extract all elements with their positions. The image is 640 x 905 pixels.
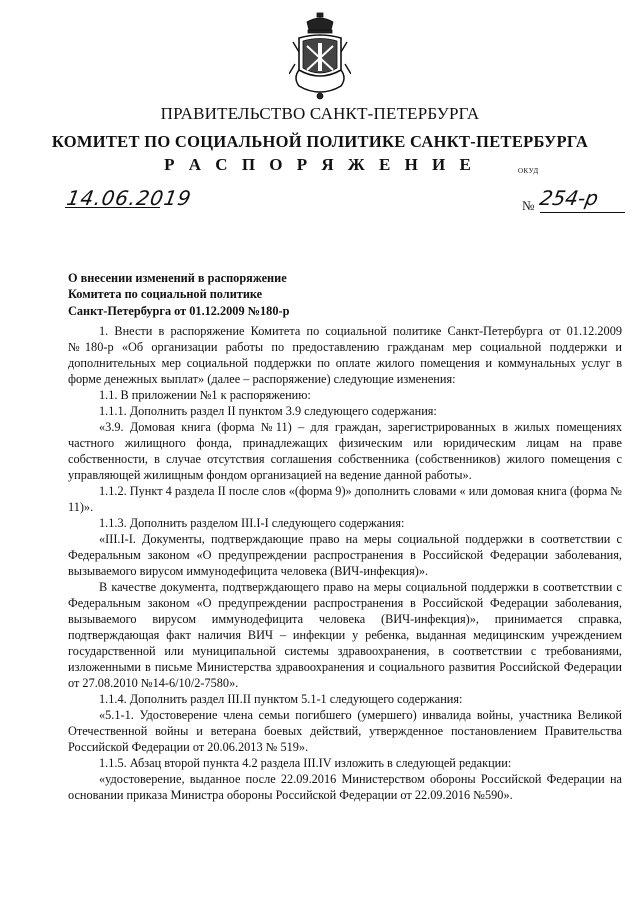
body-paragraph: 1.1.4. Дополнить раздел III.II пунктом 5.1-1 следующего содержания:: [99, 692, 463, 706]
body-paragraph: 1.1.5. Абзац второй пункта 4.2 раздела III.IV изложить в следующей редакции:: [99, 756, 512, 770]
date-underline: [65, 207, 160, 208]
government-title: ПРАВИТЕЛЬСТВО САНКТ-ПЕТЕРБУРГА: [160, 104, 480, 123]
subject-line: Комитета по социальной политике: [68, 287, 263, 302]
body-paragraph: 1.1.1. Дополнить раздел II пунктом 3.9 следующего содержания:: [99, 404, 437, 418]
coat-of-arms-icon: [289, 12, 351, 104]
okud-label: ОКУД: [518, 167, 539, 175]
handwritten-number: 254-р: [537, 186, 601, 210]
body-paragraph: В качестве документа, подтверждающего право на меры социальной поддержки в соответствии с Федеральным законом «О предупреждении распространения в Российской Федерации заболевания, вызываемого вирусом иммунодефицита человека (ВИЧ-инфекция)», принимается справка, подтверждающая факт наличия ВИЧ – инфекции у ребенка, выданная медицинским учреждением государственной или муниципальной системы здравоохранения, в соответствии с требованиями, изложенными в письме Министерства здравоохранения и социального развития Российской Федерации от 27.08.2010 №14-6/10/2-7580».: [68, 580, 622, 690]
body-paragraph: «III.I-I. Документы, подтверждающие право на меры социальной поддержки в соответствии с Федеральным законом «О предупреждении распространения в Российской Федерации заболевания, вызываемого вирусом иммунодефицита человека (ВИЧ-инфекция)».: [68, 532, 622, 578]
subject-line: Санкт-Петербурга от 01.12.2009 №180-р: [68, 303, 290, 318]
document-subject: [68, 270, 289, 319]
body-paragraph: «5.1-1. Удостоверение члена семьи погибшего (умершего) инвалида войны, участника Великой Отечественной войны и ветерана боевых действий, утвержденное постановлением Правительства Российской Федерации от 20.06.2013 № 519».: [68, 708, 622, 754]
body-paragraph: 1.1.2. Пункт 4 раздела II после слов «(форма 9)» дополнить словами « или домовая книга (форма № 11)».: [68, 484, 622, 514]
number-label: №: [522, 198, 535, 213]
number-underline: [540, 212, 625, 213]
body-paragraph: 1. Внести в распоряжение Комитета по социальной политике Санкт-Петербурга от 01.12.2009 №180-р «Об организации работы по предоставлению гражданам мер социальной поддержки и дополнительных мер социальной поддержки по оплате жилого помещения и коммунальных услуг в форме денежных выплат» (далее – распоряжение) следующие изменения:: [68, 324, 622, 386]
body-paragraph: 1.1. В приложении №1 к распоряжению:: [99, 388, 311, 402]
body-paragraph: 1.1.3. Дополнить разделом III.I-I следующего содержания:: [99, 516, 405, 530]
subject-line: О внесении изменений в распоряжение: [68, 271, 287, 285]
body-paragraph: «3.9. Домовая книга (форма №11) – для граждан, зарегистрированных в жилых помещениях частного жилищного фонда, принадлежащих физическим или юридическим лицам на праве собственности, в случае отсутствия соглашения собственника (собственников) жилого помещения с управляющей жилищным фондом организацией на ведение данной работы».: [68, 420, 622, 482]
handwritten-date: 14.06.2019: [64, 186, 194, 210]
body-paragraph: «удостоверение, выданное после 22.09.2016 Министерством обороны Российской Федерации на основании приказа Министра обороны Российской Федерации от 22.09.2016 №590».: [68, 772, 622, 802]
committee-title: КОМИТЕТ ПО СОЦИАЛЬНОЙ ПОЛИТИКЕ САНКТ-ПЕТЕРБУРГА: [51, 132, 589, 151]
document-type-title: Р А С П О Р Я Ж Е Н И Е: [164, 155, 476, 174]
document-body: [68, 323, 622, 803]
